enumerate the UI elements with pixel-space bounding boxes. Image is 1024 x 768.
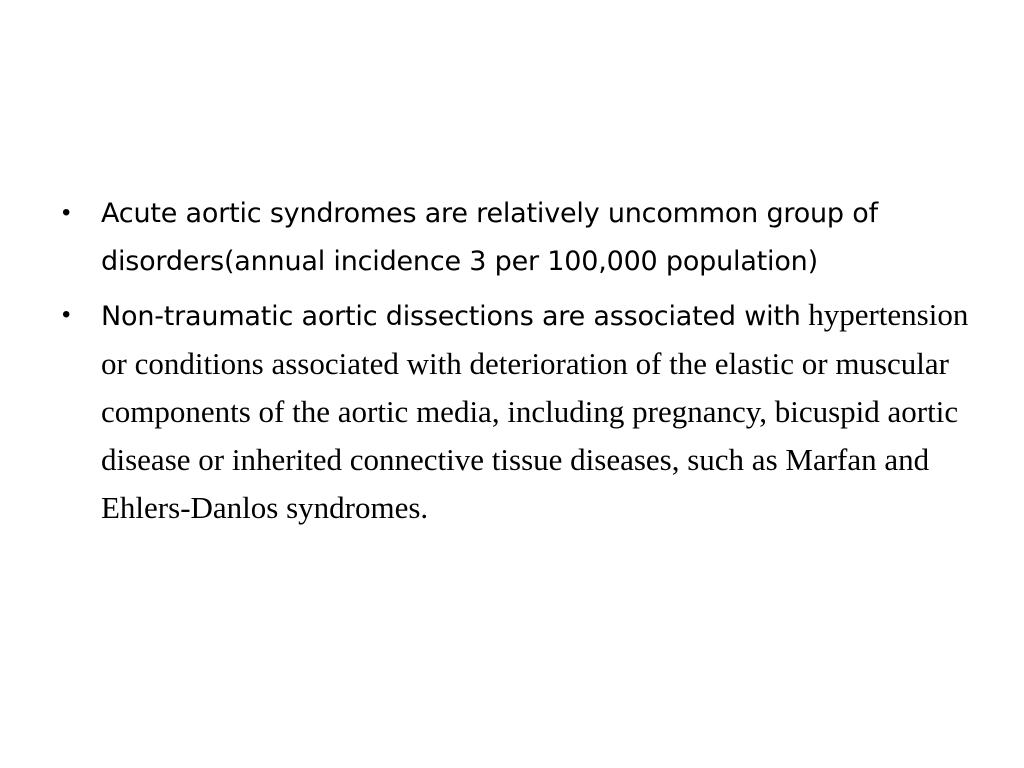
bullet-text-sans: Non-traumatic aortic dissections are associated with [101, 301, 801, 332]
bullet-text-serif: hypertension or conditions associated with deterioration of the elastic or muscular components of the aortic media, including pregnancy, bicuspid aortic disease or inherited connective tissue diseases, such as Marfan and Ehlers-Danlos syndromes. [101, 297, 969, 525]
bullet-icon: • [62, 199, 71, 226]
bullet-text: Acute aortic syndromes are relatively uncommon group of disorders(annual incidence 3 per 100,000 population) [101, 198, 878, 277]
slide-body [62, 189, 972, 538]
bullet-list [62, 189, 972, 532]
bullet-icon: • [62, 301, 71, 328]
bullet-item-incidence [62, 189, 972, 285]
bullet-item-dissection-associations [62, 291, 972, 532]
